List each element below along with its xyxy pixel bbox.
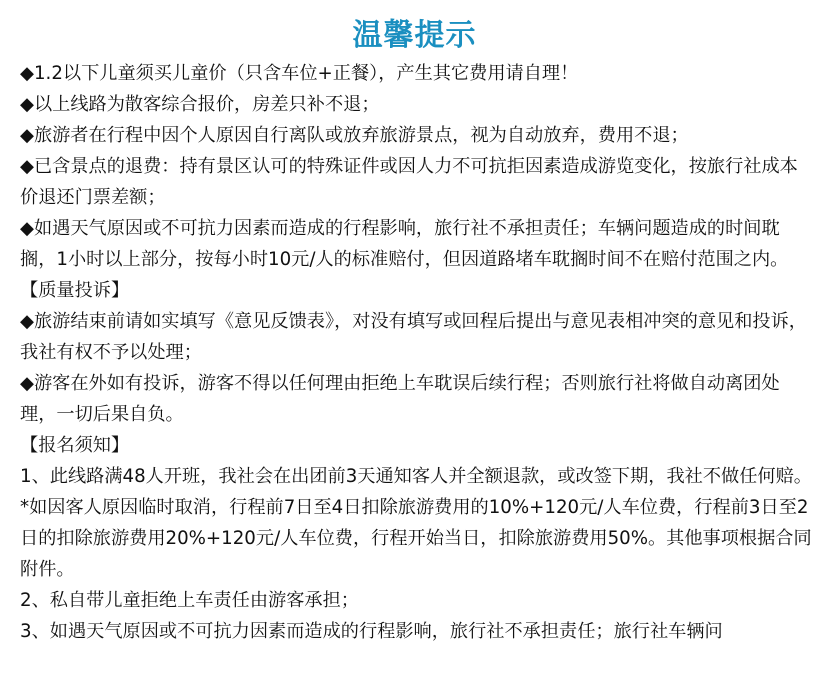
notice-feedback-form: ◆旅游结束前请如实填写《意见反馈表》，对没有填写或回程后提出与意见表相冲突的意见和投诉，我社有权不予以处理；: [20, 311, 807, 363]
notice-complaint-rule: ◆游客在外如有投诉，游客不得以任何理由拒绝上车耽误后续行程；否则旅行社将做自动离团处理，一切后果自负。: [20, 373, 780, 425]
notice-room-difference: ◆以上线路为散客综合报价，房差只补不退；: [20, 94, 380, 115]
page-title: 温馨提示: [352, 18, 477, 53]
notice-child-price: ◆1.2以下儿童须买儿童价（只含车位+正餐），产生其它费用请自理！: [20, 63, 579, 84]
section-heading-registration: 【报名须知】: [20, 435, 130, 456]
notice-content: [20, 58, 812, 647]
section-heading-quality-complaint: 【质量投诉】: [20, 280, 130, 301]
notice-force-majeure: ◆如遇天气原因或不可抗力因素而造成的行程影响，旅行社不承担责任；车辆问题造成的时间耽搁，1小时以上部分，按每小时10元/人的标准赔付，但因道路堵车耽搁时间不在赔付范围之内。: [20, 218, 789, 270]
registration-item-3: 3、如遇天气原因或不可抗力因素而造成的行程影响，旅行社不承担责任；旅行社车辆问: [20, 621, 723, 642]
registration-item-2: 2、私自带儿童拒绝上车责任由游客承担；: [20, 590, 359, 611]
registration-cancellation-note: *如因客人原因临时取消，行程前7日至4日扣除旅游费用的10%+120元/人车位费，行程前3日至2日的扣除旅游费用20%+120元/人车位费，行程开始当日，扣除旅游费用50%。其他事项根据合同附件。: [20, 497, 812, 580]
registration-item-1: 1、此线路满48人开班，我社会在出团前3天通知客人并全额退款，或改签下期，我社不做任何赔。: [20, 466, 812, 487]
notice-leave-group: ◆旅游者在行程中因个人原因自行离队或放弃旅游景点，视为自动放弃，费用不退；: [20, 125, 689, 146]
notice-ticket-refund: ◆已含景点的退费：持有景区认可的特殊证件或因人力不可抗拒因素造成游览变化，按旅行社成本价退还门票差额；: [20, 156, 798, 208]
